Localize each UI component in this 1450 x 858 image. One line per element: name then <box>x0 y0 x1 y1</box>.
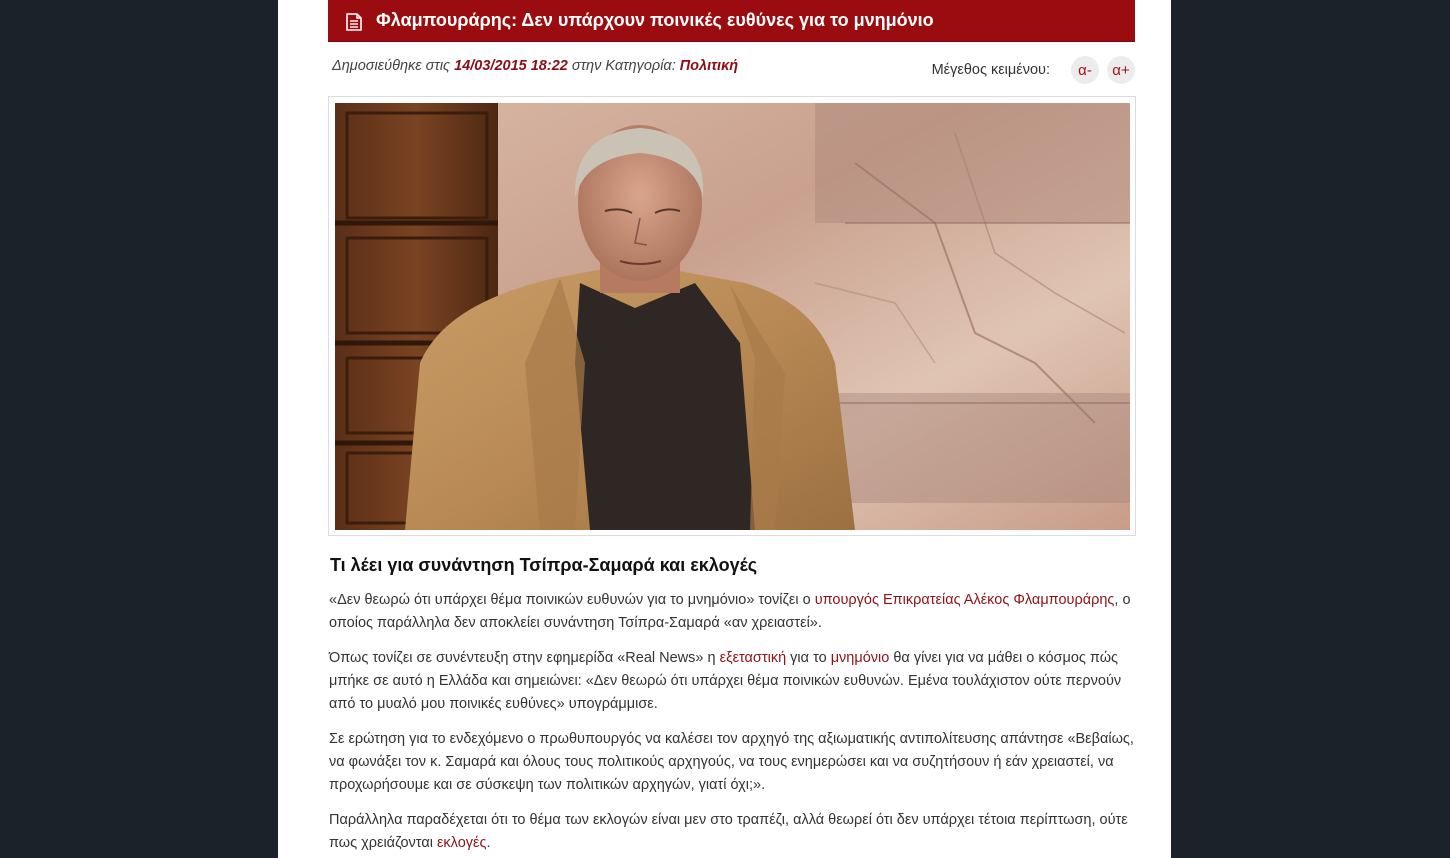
inquiry-link[interactable]: εξεταστική <box>719 650 787 666</box>
paragraph-text: «Δεν θεωρώ ότι υπάρχει θέμα ποινικών ευθυνών για το μνημόνιο» τονίζει ο <box>329 592 815 608</box>
font-size-controls <box>932 56 1135 84</box>
paragraph-text: Σε ερώτηση για το ενδεχόμενο ο πρωθυπουργός να καλέσει τον αρχηγό της αξιωματικής αντιπολίτευσης απάντησε «Βεβαίως, να φωνάξει τον κ. Σαμαρά και όλους τους πολιτικούς αρχηγούς, να τους ενημερώσει και να συζητήσουν ή εάν χρειαστεί, να προχωρήσουμε και σε σύσκεψη των πολιτικών αρχηγών, γιατί όχι;». <box>329 731 1134 793</box>
paragraph-text: Παράλληλα παραδέχεται ότι το θέμα των εκλογών είναι μεν στο τραπέζι, αλλά θεωρεί ότι δεν υπάρχει τέτοια περίπτωση, ούτε πως χρειάζονται <box>329 812 1128 851</box>
font-size-label: Μέγεθος κειμένου: <box>931 62 1050 78</box>
elections-link[interactable]: εκλογές <box>436 835 487 851</box>
paragraph-text: Όπως τονίζει σε συνέντευξη στην εφημερίδα «Real News» η <box>329 650 720 666</box>
paragraph-4 <box>329 809 1134 855</box>
minister-link[interactable]: υπουργός Επικρατείας Αλέκος Φλαμπουράρης <box>814 592 1115 608</box>
article-title-bar <box>328 0 1135 42</box>
paragraph-text: , ο οποίος παράλληλα δεν αποκλείει συνάντηση Τσίπρα-Σαμαρά «αν χρειαστεί». <box>329 592 1131 631</box>
paragraph-3 <box>329 728 1134 797</box>
article-subtitle: Τι λέει για συνάντηση Τσίπρα-Σαμαρά και εκλογές <box>330 555 758 575</box>
paragraph-text: θα γίνει για να μάθει ο κόσμος πώς μπήκε σε αυτό η Ελλάδα και σημειώνει: «Δεν θεωρώ ότι υπάρχει θέμα ποινικών ευθυνών. Εμένα τουλάχιστον ούτε περνούν από το μυαλό μου ποινικές ευθύνες» υπογράμμισε. <box>329 650 1122 712</box>
article-title: Φλαμπουράρης: Δεν υπάρχουν ποινικές ευθύνες για το μνημόνιο <box>376 10 934 30</box>
font-increase-button[interactable]: α+ <box>1107 56 1135 84</box>
article-body <box>329 589 1134 858</box>
paragraph-2 <box>329 647 1134 716</box>
document-icon <box>346 13 362 31</box>
published-datetime: 14/03/2015 18:22 <box>454 58 568 74</box>
font-decrease-button[interactable]: α- <box>1071 56 1099 84</box>
paragraph-1 <box>329 589 1134 635</box>
category-link[interactable]: Πολιτική <box>679 58 739 74</box>
article-meta <box>332 58 738 74</box>
paragraph-text: . <box>486 835 491 851</box>
published-prefix: Δημοσιεύθηκε στις <box>332 58 451 74</box>
category-prefix: στην Κατηγορία: <box>571 58 676 74</box>
portrait-photo-icon <box>335 103 1130 530</box>
article-page <box>278 0 1171 858</box>
paragraph-text: για το <box>786 650 831 666</box>
memorandum-link[interactable]: μνημόνιο <box>830 650 890 666</box>
article-photo-frame <box>328 96 1136 536</box>
article-photo <box>335 103 1130 530</box>
